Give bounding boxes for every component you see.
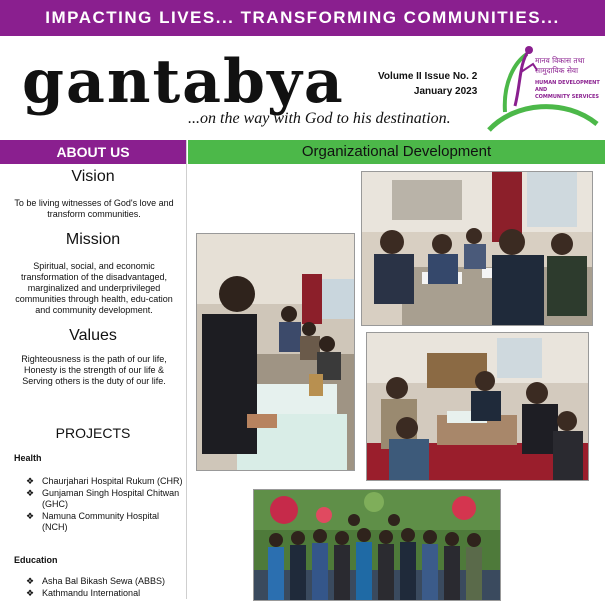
newsletter-tagline: ...on the way with God to his destination. (188, 110, 451, 127)
meeting-photo-3 (366, 332, 589, 481)
newsletter-title: gantabya (22, 47, 345, 117)
meeting-photo-1 (361, 171, 593, 326)
projects-education-label: Education (14, 555, 58, 565)
org-logo-nepali: मानव विकास तथा सामुदायिक सेवा (535, 56, 585, 75)
projects-education-list (26, 576, 184, 600)
diamond-bullet-icon: ❖ (26, 511, 35, 521)
diamond-bullet-icon: ❖ (26, 576, 35, 586)
org-logo-english: HUMAN DEVELOPMENT AND COMMUNITY SERVICES (535, 80, 600, 100)
volume-label: Volume II Issue No. 2 (378, 71, 478, 82)
top-banner: IMPACTING LIVES... TRANSFORMING COMMUNITIES... (0, 0, 605, 36)
issue-info (378, 69, 477, 99)
list-item: ❖ Chaurjahari Hospital Rukum (CHR) (26, 476, 183, 486)
projects-title: PROJECTS (55, 425, 131, 441)
list-item: ❖ Namuna Community Hospital (NCH) (26, 511, 160, 532)
diamond-bullet-icon: ❖ (26, 476, 35, 486)
vision-title: Vision (71, 168, 115, 185)
about-column (0, 140, 187, 599)
diamond-bullet-icon: ❖ (26, 488, 35, 498)
list-item: ❖ Gunjaman Singh Hospital Chitwan (GHC) (26, 488, 180, 509)
meeting-photo-2 (196, 233, 355, 471)
about-heading: ABOUT US (0, 140, 186, 164)
mission-title: Mission (65, 231, 121, 248)
mission-text: Spiritual, social, and economic transformation of the disadvantaged, marginalized and underprivileged communities through health, edu-cation and community development. (15, 261, 173, 315)
projects-health-list (26, 476, 184, 534)
values-title: Values (69, 327, 117, 344)
org-logo (485, 42, 601, 138)
list-item: ❖ Kathmandu International (26, 588, 141, 598)
org-development-heading: Organizational Development (188, 140, 605, 164)
vision-text: To be living witnesses of God's love and transform communities. (14, 198, 174, 219)
diamond-bullet-icon: ❖ (26, 588, 35, 598)
issue-date: January 2023 (413, 86, 478, 97)
group-photo (253, 489, 501, 601)
values-text: Righteousness is the path of our life, Honesty is the strength of our life & Serving others is the duty of our life. (21, 354, 167, 386)
list-item: ❖ Asha Bal Bikash Sewa (ABBS) (26, 576, 166, 586)
masthead (0, 36, 605, 140)
projects-health-label: Health (14, 453, 42, 463)
